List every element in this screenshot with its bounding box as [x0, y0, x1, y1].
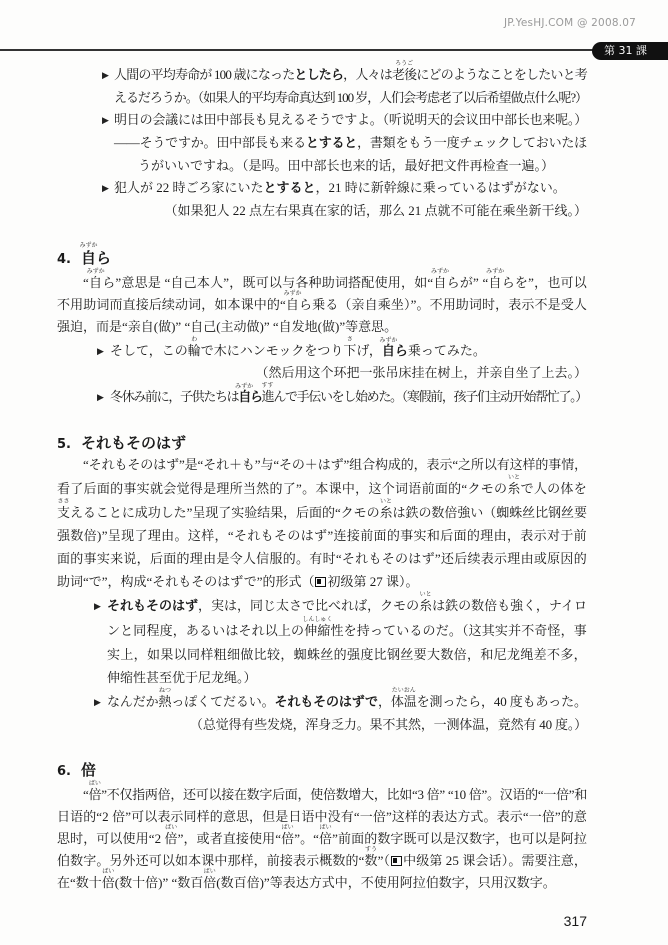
- line-text: [107, 688, 587, 711]
- example-line: [110, 383, 587, 406]
- furigana: ろうご: [395, 61, 414, 67]
- section-number: 4.: [57, 252, 71, 267]
- section-title: [81, 761, 96, 779]
- ruby-word: [203, 869, 217, 891]
- example-line: [107, 592, 587, 615]
- ruby-base: 自: [381, 344, 395, 359]
- paragraph-line: [57, 291, 587, 313]
- text-run: んで手伝いをし始めた。（寒假前，孩子们主动开始帮忙了。）: [273, 389, 587, 404]
- bold-term: [395, 344, 408, 360]
- text-run: えることに成功した”呈现了实验结果，后面的“クモの: [69, 505, 380, 520]
- ruby-base: それもそのはず: [107, 599, 199, 614]
- book-icon: [391, 856, 402, 866]
- text-run: 日语的“2 倍”可以表示同样的意思，但是日语中没有“一倍”这样的表达方式。表示“一倍”的意: [57, 809, 588, 824]
- text-run: “: [83, 787, 89, 802]
- text-run: “それもそのはず”是“それ＋も”与“その＋はず”组合构成的，表示“之所以有这样的事情，: [83, 457, 588, 472]
- text-run: ”前面的数字既可以是汉数字，也可以是阿拉: [332, 831, 587, 846]
- furigana: ばい: [203, 869, 216, 875]
- line-text: [57, 869, 556, 891]
- section-number: 5.: [57, 437, 71, 452]
- line-text: [81, 434, 186, 452]
- furigana: わ: [191, 337, 198, 343]
- paragraph-line: [57, 319, 587, 335]
- line-text: [57, 475, 587, 497]
- furigana: みずか: [486, 269, 505, 275]
- ruby-word: [302, 617, 333, 639]
- header-rule: [0, 49, 600, 51]
- translation-line: [150, 203, 587, 219]
- text-run: は鉄の数倍も強く，ナイロ: [432, 598, 587, 613]
- furigana: ばい: [281, 825, 294, 831]
- line-text: [107, 647, 587, 663]
- ruby-base: 糸: [419, 598, 433, 613]
- line-text: [57, 528, 587, 544]
- ruby-word: [364, 847, 378, 869]
- line-text: [114, 112, 587, 128]
- example-line: [107, 617, 587, 639]
- furigana: みずか: [283, 291, 302, 297]
- text-run: 明日の会議には田中部長も見えるそうですよ。（听说明天的会议田中部长也来呢。）: [114, 112, 587, 127]
- text-run: ”（: [377, 853, 391, 868]
- text-run: そして，この: [110, 343, 188, 358]
- line-text: [107, 617, 587, 639]
- ruby-word: [283, 291, 302, 313]
- text-run: ——そうですか。田中部長も来る: [114, 135, 306, 150]
- ruby-base: 糸: [507, 481, 521, 496]
- ruby-base: 糸: [379, 505, 393, 520]
- bold-term: [107, 599, 198, 615]
- furigana: ささ: [57, 499, 70, 505]
- ruby-base: 自: [238, 390, 250, 405]
- ruby-base: 熱: [158, 694, 172, 709]
- section-number: 6.: [57, 764, 71, 779]
- paragraph-line: [57, 869, 587, 891]
- line-text: [107, 592, 587, 615]
- furigana: ばい: [165, 825, 178, 831]
- text-run: 伯数字。另外还可以如本课中那样，前接表示概数的“: [57, 853, 365, 868]
- text-run: （然后用这个环把一张吊床挂在树上，并亲自坐了上去。）: [255, 365, 587, 380]
- bullet-icon: ▶: [102, 183, 109, 193]
- furigana: ばい: [88, 781, 101, 787]
- paragraph-line: [57, 825, 587, 847]
- text-run: (数十倍)” “数百: [114, 875, 204, 890]
- example-line: [114, 135, 587, 152]
- paragraph-line: [57, 499, 587, 521]
- line-text: [114, 90, 587, 106]
- text-run: “: [83, 275, 89, 290]
- text-run: で人の体を: [520, 481, 587, 496]
- bullet-icon: ▶: [97, 346, 104, 356]
- ruby-base: 支: [57, 505, 70, 520]
- paragraph-line: [57, 809, 587, 825]
- text-run: ，人々は: [343, 67, 392, 82]
- text-run: えるだろうか。（如果人的平均寿命真达到 100 岁，人们会考虑老了以后希望做点什么呢?）: [114, 90, 587, 105]
- ruby-word: [431, 269, 450, 291]
- example-line: [107, 670, 587, 686]
- text-run: を測ったら，40 度もあった。: [416, 694, 587, 709]
- ruby-word: [419, 592, 433, 614]
- text-run: げ，: [356, 343, 382, 358]
- text-run: ，書類をもう一度チェックしておいたほ: [357, 135, 587, 150]
- text-run: 伸缩性甚至优于尼龙绳。）: [107, 670, 257, 685]
- ruby-word: [379, 499, 393, 521]
- furigana: いと: [380, 499, 393, 505]
- line-text: [114, 135, 587, 152]
- text-run: は鉄の数倍強い（蜘蛛丝比钢丝要: [392, 505, 587, 520]
- text-run: にどのようなことをしたいと考: [416, 67, 587, 82]
- ruby-word: [164, 825, 178, 847]
- text-run: なんだか: [107, 694, 159, 709]
- ruby-base: 自: [285, 297, 300, 312]
- ruby-base: 老後: [391, 67, 417, 82]
- ruby-base: 自: [88, 275, 103, 290]
- bullet-icon: ▶: [94, 601, 101, 611]
- bullet-icon: ▶: [102, 115, 109, 125]
- ruby-base: 輪: [187, 343, 201, 358]
- bold-term: [250, 390, 262, 406]
- text-run: 在“数十: [57, 875, 102, 890]
- ruby-word: [158, 688, 172, 710]
- example-line: [107, 647, 587, 663]
- line-text: [57, 825, 587, 847]
- paragraph-line: [57, 574, 587, 590]
- bold-term: [274, 695, 377, 711]
- section-heading-4: [57, 242, 112, 269]
- ruby-base: 体温: [390, 694, 417, 709]
- ruby-base: 倍: [164, 831, 178, 846]
- text-run: ，実は，同じ太さで比べれば，クモの: [198, 598, 420, 613]
- ruby-base: それもそのはずで: [274, 695, 378, 710]
- section-heading-6: [57, 761, 96, 781]
- paragraph-line: [57, 847, 587, 869]
- text-run: 面的事实来说，后面的理由是令人信服的。有时“それもそのはず”还后续表示理由或原因的: [57, 551, 587, 566]
- text-run: （如果犯人 22 点左右果真在家的话，那么 21 点就不可能在乘坐新干线。）: [164, 203, 587, 218]
- line-text: [57, 574, 419, 590]
- furigana: みずか: [431, 269, 450, 275]
- text-run: 思时，可以使用“2: [57, 831, 165, 846]
- furigana: すう: [365, 847, 378, 853]
- ruby-base: 進: [261, 389, 274, 404]
- paragraph-line: [57, 551, 587, 567]
- text-run: ンと同程度，あるいはそれ以上の: [107, 623, 305, 638]
- text-run: ら”意思是 “自己本人”，既可以与各种助词搭配使用，如“: [102, 275, 434, 290]
- bold-term: [306, 136, 357, 152]
- ruby-word: [281, 825, 295, 847]
- ruby-base: 倍: [101, 875, 115, 890]
- text-run: 性を持っているのだ。（这其实并不奇怪，事: [330, 623, 587, 638]
- example-line: [107, 688, 587, 711]
- furigana: みずか: [235, 383, 254, 390]
- line-text: [83, 781, 587, 803]
- furigana: みずか: [79, 242, 98, 249]
- ruby-base: 自: [433, 275, 447, 290]
- section-title: [81, 434, 186, 452]
- ruby-word: [86, 269, 105, 291]
- line-text: [57, 847, 587, 869]
- ruby-base: 数: [364, 853, 378, 868]
- ruby-base: とすると: [263, 181, 316, 196]
- section-heading-5: [57, 434, 186, 454]
- text-run: らを”，也可以: [501, 275, 587, 290]
- line-text: [57, 499, 587, 521]
- text-run: ，21 時に新幹線に乗っているはずがない。: [315, 180, 566, 195]
- text-run: らが” “: [446, 275, 489, 290]
- ruby-word: [101, 869, 115, 891]
- text-run: 冬休み前に，子供たちは: [110, 389, 239, 404]
- text-run: 强迫，而是“亲自(做)” “自己(主动做)” “自发地(做)”等意思。: [57, 319, 398, 334]
- ruby-base: ら: [250, 390, 262, 405]
- ruby-base: ら: [394, 344, 408, 359]
- furigana: いと: [507, 475, 520, 481]
- ruby-base: 下: [343, 343, 357, 358]
- ruby-word: [319, 825, 333, 847]
- line-text: [164, 203, 587, 219]
- line-text: [57, 551, 587, 567]
- text-run: 强数倍)”呈现了理由。这样，“それもそのはず”连接前面的事实和后面的理由，表示对于前: [57, 528, 588, 543]
- ruby-base: 倍: [281, 831, 295, 846]
- furigana: しんしゅく: [302, 617, 333, 623]
- line-text: [81, 761, 96, 779]
- page-number: 317: [563, 913, 587, 929]
- ruby-base: とすると: [305, 136, 358, 151]
- example-line: [114, 90, 587, 106]
- paragraph-line: [83, 781, 587, 803]
- text-run: 助词“で”，构成“それもそのはずで”的形式（: [57, 574, 315, 589]
- line-text: [138, 158, 554, 174]
- ruby-word: [391, 61, 417, 83]
- line-text: [57, 319, 397, 335]
- text-run: 不用助词而直接后续动词，如本课中的“: [57, 297, 286, 312]
- lesson-tag: 第 31 課: [592, 42, 668, 60]
- furigana: たいおん: [391, 688, 416, 694]
- ruby-base: 自: [81, 249, 97, 267]
- ruby-base: 倍: [88, 787, 102, 802]
- furigana: すす: [261, 383, 274, 389]
- text-run: 犯人が 22 時ごろ家にいた: [114, 180, 264, 195]
- book-icon: [315, 577, 326, 587]
- ruby-base: 伸縮: [304, 623, 331, 638]
- furigana: みずか: [86, 269, 105, 275]
- line-text: [107, 670, 257, 686]
- furigana: ばい: [319, 825, 332, 831]
- example-line: [114, 112, 587, 128]
- line-text: [57, 291, 587, 313]
- example-line: [110, 337, 587, 360]
- ruby-word: [235, 383, 254, 406]
- translation-line: [190, 717, 587, 733]
- text-run: うがいいですね。（是吗。田中部长也来的话，最好把文件再检查一遍。）: [138, 158, 555, 173]
- text-run: ”，或者直接使用“: [177, 831, 282, 846]
- ruby-word: [57, 499, 70, 521]
- text-run: で木にハンモックをつり: [200, 343, 344, 358]
- text-run: 初级第 27 课）。: [327, 574, 419, 589]
- paragraph-line: [83, 457, 587, 473]
- text-run: 实上，如果以同样粗细做比较，蜘蛛丝的强度比钢丝要大数倍，和尼龙绳差不多，: [107, 647, 587, 662]
- line-text: [83, 457, 587, 473]
- text-run: 乗ってみた。: [407, 343, 486, 358]
- line-text: [110, 337, 486, 360]
- text-run: ら乗る（亲自乘坐）”。不用助词时，表示不是受人: [299, 297, 587, 312]
- text-run: (数百倍)”等表达方式中，不使用阿拉伯数字，只用汉数字。: [216, 875, 556, 890]
- line-text: [57, 809, 587, 825]
- translation-line: [200, 365, 587, 381]
- ruby-word: [379, 337, 398, 360]
- ruby-base: としたら: [294, 68, 344, 83]
- ruby-base: 倍: [203, 875, 217, 890]
- paragraph-line: [57, 528, 587, 544]
- ruby-word: [343, 337, 357, 359]
- ruby-word: [507, 475, 521, 497]
- ruby-word: [79, 242, 98, 267]
- text-run: それもそのはず: [81, 434, 187, 452]
- text-run: 倍: [81, 761, 97, 779]
- furigana: ばい: [102, 869, 115, 875]
- section-title: [79, 242, 112, 267]
- bold-term: [264, 181, 316, 197]
- text-run: っぽくてだるい。: [171, 694, 275, 709]
- line-text: [79, 242, 112, 267]
- ruby-word: [486, 269, 505, 291]
- text-run: 看了后面的事实就会觉得是理所当然的了”。本课中，这个词语前面的“クモの: [57, 481, 508, 496]
- line-text: [114, 180, 566, 197]
- example-line: [138, 158, 587, 174]
- paragraph-line: [83, 269, 587, 291]
- ruby-base: 倍: [319, 831, 333, 846]
- text-run: 人間の平均寿命が 100 歳になった: [114, 67, 295, 82]
- text-run: ，: [377, 694, 391, 709]
- line-text: [83, 269, 587, 291]
- ruby-base: 自: [488, 275, 502, 290]
- text-run: ら: [96, 249, 112, 267]
- furigana: いと: [419, 592, 432, 598]
- paragraph-line: [57, 475, 587, 497]
- example-line: [114, 61, 587, 84]
- line-text: [110, 383, 587, 406]
- bullet-icon: ▶: [94, 697, 101, 707]
- furigana: ねつ: [158, 688, 171, 694]
- watermark: JP.YesHJ.COM @ 2008.07: [503, 17, 636, 29]
- ruby-word: [261, 383, 274, 405]
- bullet-icon: ▶: [102, 70, 109, 80]
- ruby-word: [390, 688, 417, 710]
- ruby-word: [187, 337, 201, 359]
- line-text: [255, 365, 587, 381]
- text-run: （总觉得有些发烧，浑身乏力。果不其然，一测体温，竟然有 40 度。）: [190, 717, 587, 732]
- line-text: [190, 717, 587, 733]
- ruby-word: [88, 781, 102, 803]
- furigana: みずか: [379, 337, 398, 344]
- text-run: 中级第 25 课会话）。需要注意，: [403, 853, 587, 868]
- example-line: [114, 180, 587, 197]
- bullet-icon: ▶: [97, 392, 104, 402]
- line-text: [114, 61, 587, 84]
- text-run: ”。“: [294, 831, 320, 846]
- bold-term: [294, 68, 343, 84]
- furigana: さ: [346, 337, 353, 343]
- text-run: ”不仅指两倍，还可以接在数字后面，使倍数增大，比如“3 倍” “10 倍”。汉语的“一倍”和: [101, 787, 587, 802]
